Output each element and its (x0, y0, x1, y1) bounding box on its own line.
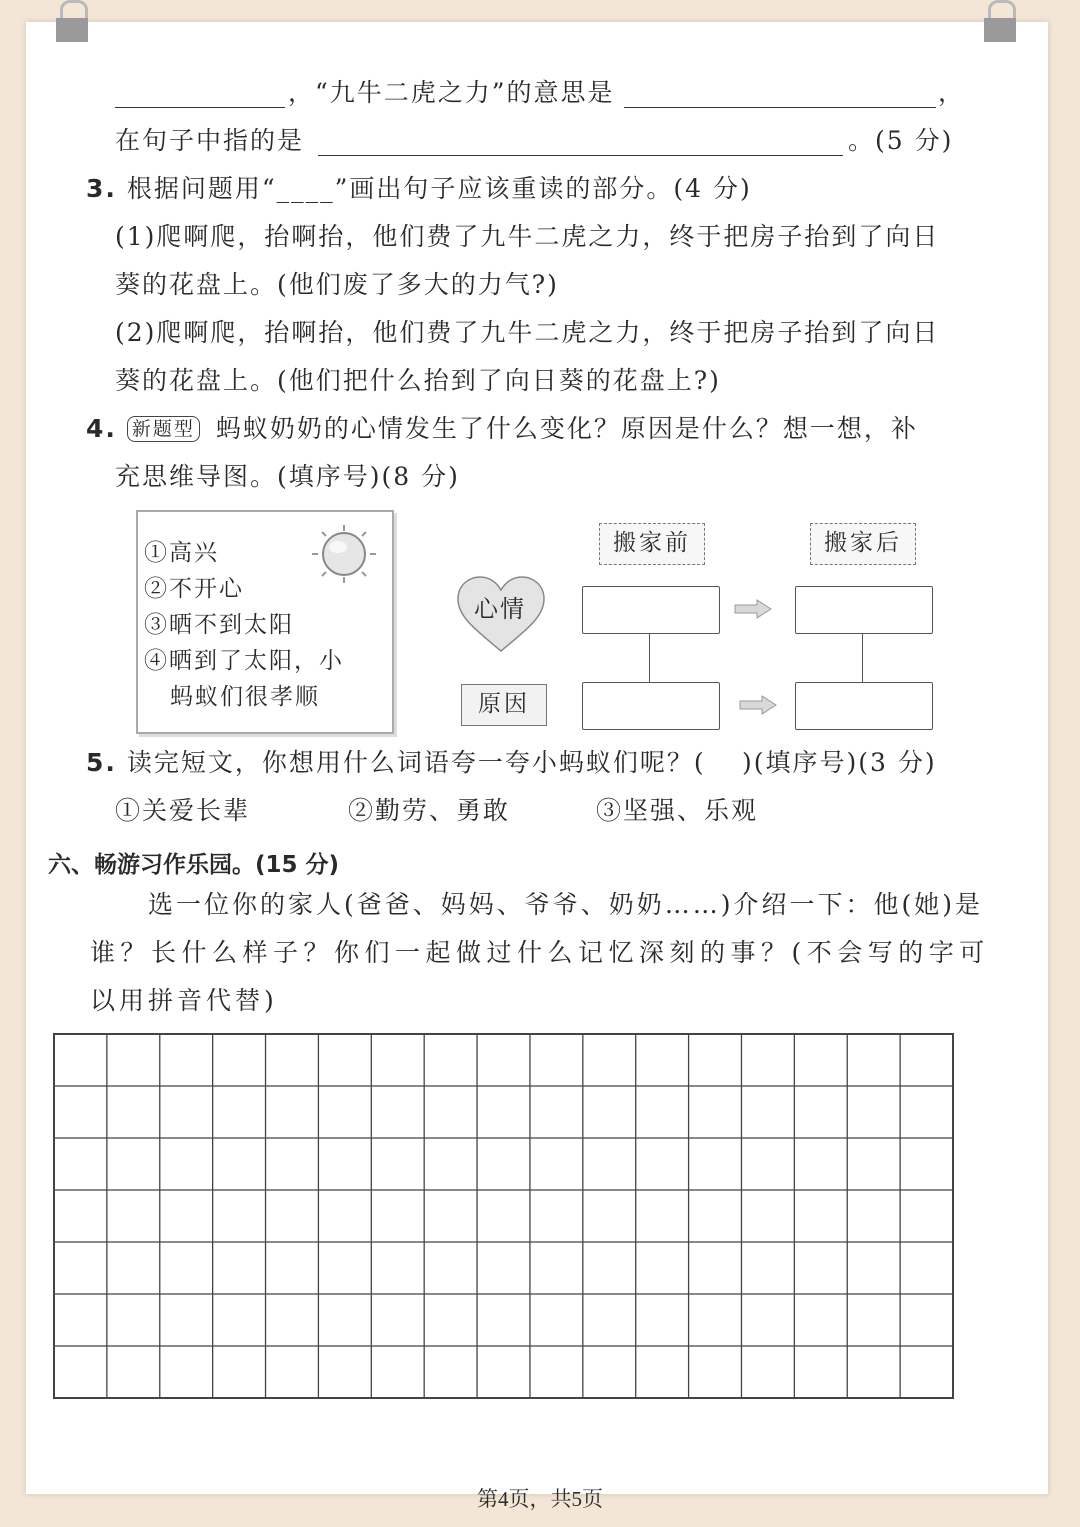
binder-clip-right-icon (980, 0, 1020, 42)
answer-blank-1[interactable] (115, 107, 285, 108)
arrow-right-icon (733, 598, 773, 620)
option-4-cont: 蚂蚁们很孝顺 (170, 684, 320, 710)
q2-line1-text: ，“九牛二虎之力”的意思是 (288, 78, 615, 107)
q4-prompt-line2: 充思维导图。(填序号)(8 分) (115, 462, 460, 491)
q2-line1-end: ， (938, 78, 966, 107)
q3-header (86, 174, 752, 204)
q5-option-2: ②勤劳、勇敢 (348, 796, 511, 825)
sun-icon (308, 523, 380, 585)
after-moving-label: 搬家后 (810, 523, 916, 565)
section6-line1: 选一位你的家人(爸爸、妈妈、爷爷、奶奶……)介绍一下：他(她)是 (148, 890, 984, 919)
binder-clip-left-icon (52, 0, 92, 42)
q2-line2-end: 。(5 分) (848, 126, 954, 155)
option-1: ①高兴 (144, 540, 219, 566)
reason-label: 原因 (461, 684, 547, 726)
writing-grid[interactable] (53, 1033, 954, 1399)
mood-label: 心情 (474, 595, 526, 623)
q3-number: 3. (86, 174, 117, 203)
section6-line2: 谁？长什么样子？你们一起做过什么记忆深刻的事？(不会写的字可 (90, 938, 990, 967)
q5-prompt-end: )(填序号)(3 分) (742, 748, 937, 777)
arrow-right-icon (738, 694, 778, 716)
option-3: ③晒不到太阳 (144, 612, 294, 638)
connector-after (862, 634, 863, 682)
q2-line2-text: 在句子中指的是 (115, 126, 305, 155)
q3-sentence2-line1: (2)爬啊爬，抬啊抬，他们费了九牛二虎之力，终于把房子抬到了向日 (115, 318, 940, 347)
reason-before-answer-box[interactable] (582, 682, 720, 730)
before-moving-label: 搬家前 (599, 523, 705, 565)
q5-header (86, 748, 706, 778)
section6-line3: 以用拼音代替) (90, 986, 278, 1015)
q5-option-3: ③坚强、乐观 (596, 796, 759, 825)
q3-prompt: 根据问题用“____”画出句子应该重读的部分。(4 分) (126, 174, 752, 203)
q4-prompt-line1: 蚂蚁奶奶的心情发生了什么变化？原因是什么？想一想，补 (215, 414, 918, 443)
q3-sentence1-line2: 葵的花盘上。(他们废了多大的力气?) (115, 270, 559, 299)
q5-number: 5. (86, 748, 117, 777)
connector-before (649, 634, 650, 682)
q4-header (86, 414, 918, 444)
option-2: ②不开心 (144, 576, 244, 602)
mood-after-answer-box[interactable] (795, 586, 933, 634)
q3-sentence2-line2: 葵的花盘上。(他们把什么抬到了向日葵的花盘上?) (115, 366, 721, 395)
option-4: ④晒到了太阳，小 (144, 648, 344, 674)
q5-prompt: 读完短文，你想用什么词语夸一夸小蚂蚁们呢？( (126, 748, 706, 777)
answer-blank-3[interactable] (318, 155, 843, 156)
new-question-type-badge: 新题型 (127, 416, 200, 442)
answer-blank-2[interactable] (624, 107, 936, 108)
section6-heading: 六、畅游习作乐园。(15 分) (48, 852, 340, 878)
reason-after-answer-box[interactable] (795, 682, 933, 730)
q4-number: 4. (86, 414, 117, 443)
page-footer: 第4页，共5页 (477, 1487, 603, 1511)
mood-before-answer-box[interactable] (582, 586, 720, 634)
q5-option-1: ①关爱长辈 (115, 796, 251, 825)
q3-sentence1-line1: (1)爬啊爬，抬啊抬，他们费了九牛二虎之力，终于把房子抬到了向日 (115, 222, 940, 251)
